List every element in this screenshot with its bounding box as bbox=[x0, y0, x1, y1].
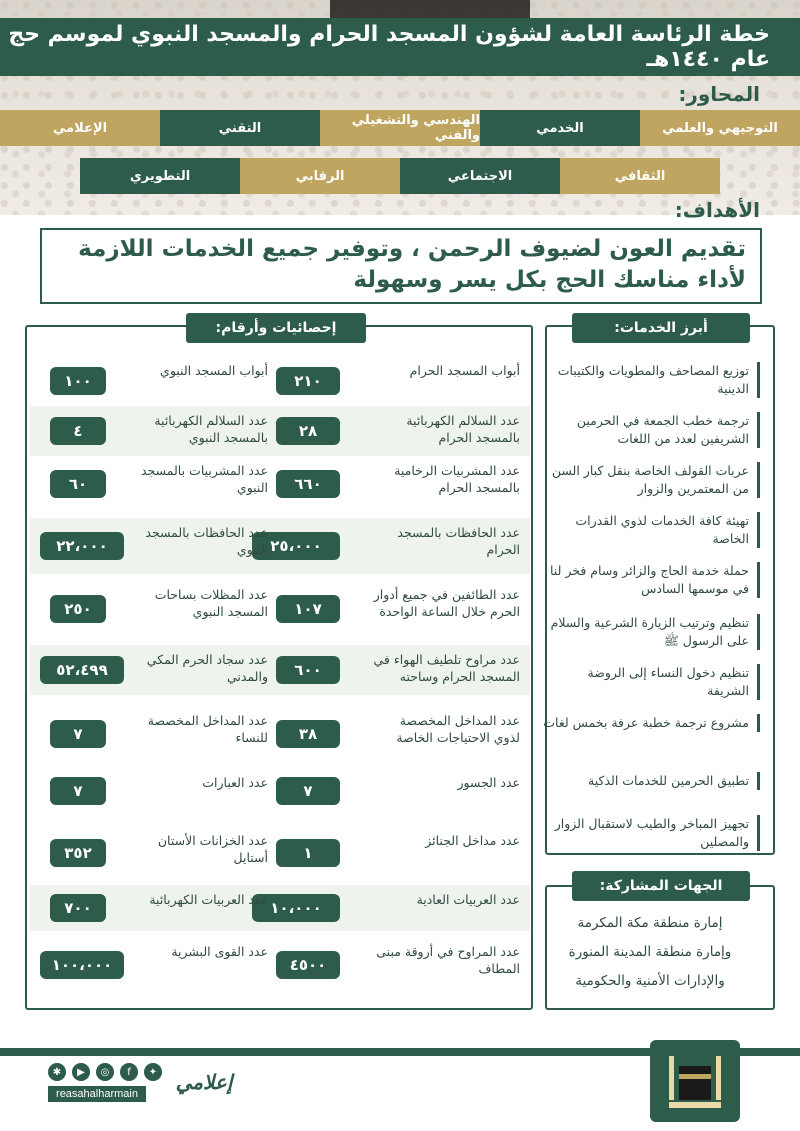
axes-label: المحاور: bbox=[678, 82, 760, 106]
stat-row bbox=[30, 456, 530, 512]
youtube-icon[interactable]: ▶ bbox=[72, 1063, 90, 1081]
stat-value-badge: ٦٠ bbox=[50, 470, 106, 498]
stat-row bbox=[30, 885, 530, 931]
stat-value-badge: ١٠،٠٠٠ bbox=[252, 894, 340, 922]
stat-value-badge: ٣٨ bbox=[276, 720, 340, 748]
services-title: أبرز الخدمات: bbox=[572, 313, 750, 343]
goals-label: الأهداف: bbox=[674, 198, 760, 222]
stat-row bbox=[30, 518, 530, 574]
goals-text: تقديم العون لضيوف الرحمن ، وتوفير جميع الخدمات اللازمة لأداء مناسك الحج بكل يسر وسهولة bbox=[40, 228, 762, 304]
kaaba-logo-icon bbox=[665, 1050, 725, 1112]
stat-label: عدد العربيات الكهربائية bbox=[149, 892, 268, 907]
service-item: توزيع المصاحف والمطويات والكتيبات الدينية bbox=[542, 362, 760, 398]
stat-value-badge: ٤٥٠٠ bbox=[276, 951, 340, 979]
stat-value-badge: ٧ bbox=[50, 720, 106, 748]
stat-label: عدد مراوح تلطيف الهواء في المسجد الحرام وساحته bbox=[373, 652, 520, 684]
partners-title: الجهات المشاركة: bbox=[572, 871, 750, 901]
stat-label: عدد المراوح في أروقة مبنى المطاف bbox=[376, 944, 520, 976]
axis-pill: الإعلامي bbox=[0, 110, 160, 146]
stat-label: عدد القوى البشرية bbox=[171, 944, 268, 959]
stat-label: عدد المداخل المخصصة لذوي الاحتياجات الخاصة bbox=[396, 713, 520, 745]
stat-value-badge: ٥٢،٤٩٩ bbox=[40, 656, 124, 684]
stat-value-badge: ٢١٠ bbox=[276, 367, 340, 395]
stat-label: عدد المداخل المخصصة للنساء bbox=[147, 713, 268, 745]
stat-value-badge: ٤ bbox=[50, 417, 106, 445]
service-item: تهيئة كافة الخدمات لذوي القدرات الخاصة bbox=[542, 512, 760, 548]
partner-item: والإدارات الأمنية والحكومية bbox=[575, 973, 725, 989]
stat-row bbox=[30, 580, 530, 638]
stat-label: عدد العربيات العادية bbox=[416, 892, 520, 907]
axis-pill: الخدمي bbox=[480, 110, 640, 146]
stat-label: عدد مداخل الجنائز bbox=[425, 833, 520, 848]
stat-row bbox=[30, 356, 530, 406]
stat-value-badge: ٢٢،٠٠٠ bbox=[40, 532, 124, 560]
stat-value-badge: ٢٥٠ bbox=[50, 595, 106, 623]
facebook-icon[interactable]: f bbox=[120, 1063, 138, 1081]
stat-value-badge: ٧ bbox=[50, 777, 106, 805]
service-item: حملة خدمة الحاج والزائر وسام فخر لنا في موسمها السادس bbox=[542, 562, 760, 598]
axis-pill: الهندسي والتشغيلي والفني bbox=[320, 110, 480, 146]
service-item: عربات القولف الخاصة بنقل كبار السن من المعتمرين والزوار bbox=[542, 462, 760, 498]
axis-pill: التطويري bbox=[80, 158, 240, 194]
stat-label: عدد الحافظات بالمسجد الحرام bbox=[397, 525, 520, 557]
stat-value-badge: ٦٠٠ bbox=[276, 656, 340, 684]
stat-row bbox=[30, 706, 530, 762]
axis-pill: الرقابي bbox=[240, 158, 400, 194]
stat-value-badge: ٢٥،٠٠٠ bbox=[252, 532, 340, 560]
service-item: تطبيق الحرمين للخدمات الذكية bbox=[542, 772, 760, 790]
stat-label: عدد سجاد الحرم المكي والمدني bbox=[146, 652, 268, 684]
stat-value-badge: ١٠٧ bbox=[276, 595, 340, 623]
stat-label: أبواب المسجد النبوي bbox=[160, 363, 268, 378]
stat-value-badge: ٧٠٠ bbox=[50, 894, 106, 922]
partner-item: وإمارة منطقة المدينة المنورة bbox=[568, 944, 732, 960]
stat-label: عدد المشربيات الرخامية بالمسجد الحرام bbox=[394, 463, 520, 495]
snapchat-icon[interactable]: ✱ bbox=[48, 1063, 66, 1081]
service-item: تجهيز المباخر والطيب لاستقبال الزوار والمصلين bbox=[542, 815, 760, 851]
axis-pill: الثقافي bbox=[560, 158, 720, 194]
axis-pill: التقني bbox=[160, 110, 320, 146]
stat-label: عدد الطائفين في جميع أدوار الحرم خلال الساعة الواحدة bbox=[373, 587, 520, 619]
axis-pill: الاجتماعي bbox=[400, 158, 560, 194]
stat-value-badge: ٦٦٠ bbox=[276, 470, 340, 498]
stat-label: عدد المظلات بساحات المسجد النبوي bbox=[154, 587, 268, 619]
service-item: تنظيم وترتيب الزيارة الشرعية والسلام على الرسول ﷺ bbox=[542, 614, 760, 650]
stat-row bbox=[30, 406, 530, 456]
stat-row bbox=[30, 768, 530, 814]
stat-value-badge: ١ bbox=[276, 839, 340, 867]
presidency-logo bbox=[650, 1040, 740, 1122]
stat-label: أبواب المسجد الحرام bbox=[409, 363, 520, 378]
axis-pill: التوجيهي والعلمي bbox=[640, 110, 800, 146]
stat-row bbox=[30, 937, 530, 993]
stat-row bbox=[30, 826, 530, 880]
stat-value-badge: ٣٥٢ bbox=[50, 839, 106, 867]
stats-title: إحصائيات وأرقام: bbox=[186, 313, 366, 343]
social-icons bbox=[48, 1063, 162, 1081]
instagram-icon[interactable]: ◎ bbox=[96, 1063, 114, 1081]
stat-label: عدد الخزانات الأستان أستايل bbox=[157, 833, 268, 865]
media-signature: إعلامي bbox=[175, 1070, 233, 1094]
stat-value-badge: ٢٨ bbox=[276, 417, 340, 445]
stat-label: عدد الجسور bbox=[457, 775, 520, 790]
twitter-icon[interactable]: ✦ bbox=[144, 1063, 162, 1081]
service-item: ترجمة خطب الجمعة في الحرمين الشريفين لعدد من اللغات bbox=[542, 412, 760, 448]
stat-value-badge: ١٠٠ bbox=[50, 367, 106, 395]
service-item: مشروع ترجمة خطبة عرفة بخمس لغات bbox=[542, 714, 760, 732]
stat-label: عدد السلالم الكهربائية بالمسجد الحرام bbox=[406, 413, 520, 445]
page-title: خطة الرئاسة العامة لشؤون المسجد الحرام والمسجد النبوي لموسم حج عام ١٤٤٠هـ bbox=[0, 18, 800, 76]
stat-label: عدد العبارات bbox=[202, 775, 268, 790]
service-item: تنظيم دخول النساء إلى الروضة الشريفة bbox=[542, 664, 760, 700]
partner-item: إمارة منطقة مكة المكرمة bbox=[577, 915, 723, 931]
stat-label: عدد المشربيات بالمسجد النبوي bbox=[140, 463, 268, 495]
stat-row bbox=[30, 645, 530, 695]
social-handle[interactable]: reasahalharmain bbox=[48, 1086, 146, 1102]
stat-value-badge: ١٠٠،٠٠٠ bbox=[40, 951, 124, 979]
stat-value-badge: ٧ bbox=[276, 777, 340, 805]
stat-label: عدد الحافظات بالمسجد النبوي bbox=[145, 525, 268, 557]
stat-label: عدد السلالم الكهربائية بالمسجد النبوي bbox=[154, 413, 268, 445]
